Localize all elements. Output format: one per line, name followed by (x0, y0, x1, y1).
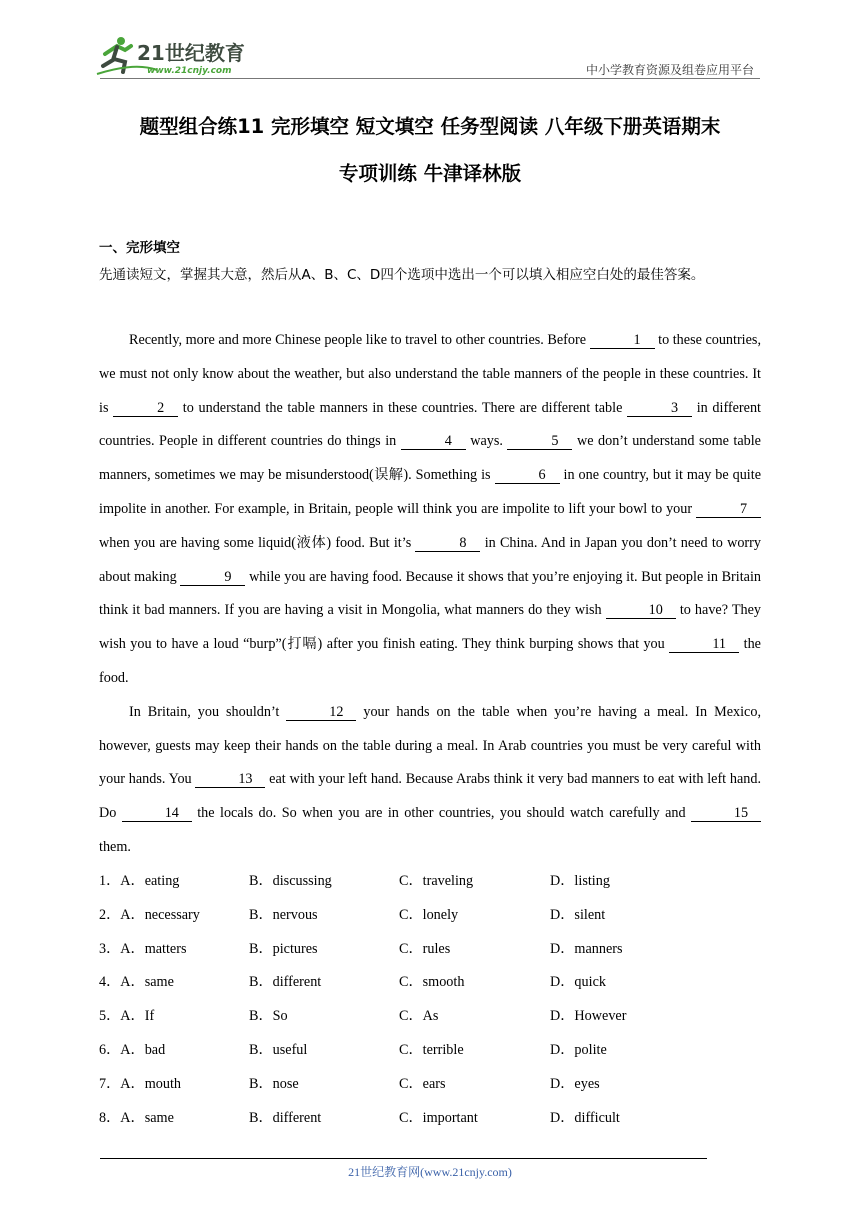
section-instructions: 先通读短文，掌握其大意，然后从A、B、C、D四个选项中选出一个可以填入相应空白处的最佳答案。 (99, 267, 705, 283)
cloze-blank-15[interactable]: 15 (691, 806, 761, 822)
header-divider (100, 78, 760, 79)
cloze-blank-1[interactable]: 1 (590, 333, 655, 349)
cloze-blank-14[interactable]: 14 (122, 806, 192, 822)
option-b[interactable]: B．So (249, 1008, 288, 1025)
option-c[interactable]: C．terrible (399, 1041, 464, 1058)
option-c[interactable]: C．lonely (399, 906, 459, 923)
passage-text: In Britain, you shouldn’t (129, 703, 287, 720)
option-a[interactable]: 8．A．same (99, 1109, 174, 1126)
section-heading: 一、完形填空 (99, 240, 180, 256)
passage-text: in one country, but it may be quite impolite in another. For example, in Britain, people will think you are impolite to lift your bowl to your (99, 467, 761, 517)
option-a[interactable]: 7．A．mouth (99, 1075, 181, 1092)
passage-text: eat with your left hand. Because Arabs think it very bad manners to eat with left hand. Do (99, 771, 761, 822)
option-a[interactable]: 3．A．matters (99, 940, 187, 957)
passage-text: when you are having some liquid(液体) food. But it’s (99, 534, 416, 551)
passage-text: in China. And in Japan you don’t need to worry about making (99, 534, 761, 585)
passage-text: ways. (465, 433, 508, 450)
option-d[interactable]: D．silent (550, 906, 606, 923)
option-a[interactable]: 5．A．If (99, 1008, 155, 1025)
option-d[interactable]: D．quick (550, 974, 606, 991)
title-line-1: 题型组合练11 完形填空 短文填空 任务型阅读 八年级下册英语期末 (139, 115, 721, 138)
cloze-passage (99, 324, 761, 865)
option-c[interactable]: C．smooth (399, 974, 465, 991)
passage-text: while you are having food. Because it shows that you’re enjoying it. But people in Britain think it bad manners. If you are having a visit in Mongolia, what manners do they wish (99, 568, 761, 619)
cloze-blank-13[interactable]: 13 (195, 772, 265, 788)
footer-text: 21世纪教育网(www.21cnjy.com) (348, 1165, 512, 1179)
option-d[interactable]: D．manners (550, 940, 623, 957)
option-b[interactable]: B．pictures (249, 940, 318, 957)
passage-text: your hands on the table when you’re having a meal. In Mexico, however, guests may keep their hands on the table during a meal. In Arab countries you must be very careful with your hands. You (99, 703, 761, 788)
option-c[interactable]: C．rules (399, 940, 451, 957)
cloze-blank-6[interactable]: 6 (495, 468, 560, 484)
cloze-blank-3[interactable]: 3 (627, 401, 692, 417)
passage-text: to these countries, we must not only know about the weather, but also understand the table manners of the people in these countries. It is (99, 332, 761, 416)
cloze-blank-10[interactable]: 10 (606, 603, 676, 619)
option-d[interactable]: D．polite (550, 1041, 607, 1058)
passage-text: Recently, more and more Chinese people like to travel to other countries. Before (129, 332, 590, 348)
passage-text: the locals do. So when you are in other countries, you should watch carefully and (191, 805, 692, 822)
option-b[interactable]: B．useful (249, 1041, 308, 1058)
passage-text: in different countries. People in different countries do things in (99, 399, 761, 450)
option-a[interactable]: 6．A．bad (99, 1041, 166, 1058)
page-title (98, 103, 762, 197)
passage-paragraph-1 (99, 324, 761, 696)
option-b[interactable]: B．discussing (249, 873, 332, 889)
option-c[interactable]: C．traveling (399, 873, 474, 889)
logo-url: www.21cnjy.com (147, 66, 232, 76)
option-d[interactable]: D．difficult (550, 1109, 620, 1126)
cloze-blank-8[interactable]: 8 (415, 536, 480, 552)
passage-text: we don’t understand some table manners, sometimes we may be misunderstood(误解). Something is (99, 433, 761, 484)
cloze-blank-5[interactable]: 5 (507, 434, 572, 450)
option-d[interactable]: D．However (550, 1008, 627, 1025)
option-c[interactable]: C．important (399, 1109, 478, 1126)
option-c[interactable]: C．As (399, 1008, 439, 1025)
cloze-blank-4[interactable]: 4 (401, 434, 466, 450)
cloze-blank-12[interactable]: 12 (286, 705, 356, 721)
option-b[interactable]: B．nervous (249, 906, 318, 923)
header-platform-text: 中小学教育资源及组卷应用平台 (585, 63, 754, 77)
cloze-blank-2[interactable]: 2 (113, 401, 178, 417)
passage-text: to have? They wish you to have a loud “burp”(打嗝) after you finish eating. They think burping shows that you (99, 602, 761, 653)
option-a[interactable]: 2．A．necessary (99, 906, 200, 923)
option-b[interactable]: B．different (249, 974, 322, 991)
option-a[interactable]: 4．A．same (99, 974, 174, 991)
option-b[interactable]: B．different (249, 1109, 322, 1126)
option-c[interactable]: C．ears (399, 1075, 446, 1092)
brand-logo (95, 34, 265, 78)
passage-text: to understand the table manners in these countries. There are different table (178, 399, 628, 416)
option-a[interactable]: 1．A．eating (99, 873, 180, 889)
passage-text: them. (99, 838, 131, 855)
logo-text: 21世纪教育 (137, 41, 245, 65)
title-line-2: 专项训练 牛津译林版 (338, 162, 522, 185)
cloze-blank-9[interactable]: 9 (180, 570, 245, 586)
passage-paragraph-2 (99, 696, 761, 865)
cloze-blank-11[interactable]: 11 (669, 637, 739, 653)
option-d[interactable]: D．listing (550, 873, 610, 889)
footer-divider (100, 1158, 707, 1159)
cloze-blank-7[interactable]: 7 (696, 502, 761, 518)
passage-text: the food. (99, 636, 761, 686)
option-d[interactable]: D．eyes (550, 1075, 600, 1092)
option-b[interactable]: B．nose (249, 1075, 299, 1092)
